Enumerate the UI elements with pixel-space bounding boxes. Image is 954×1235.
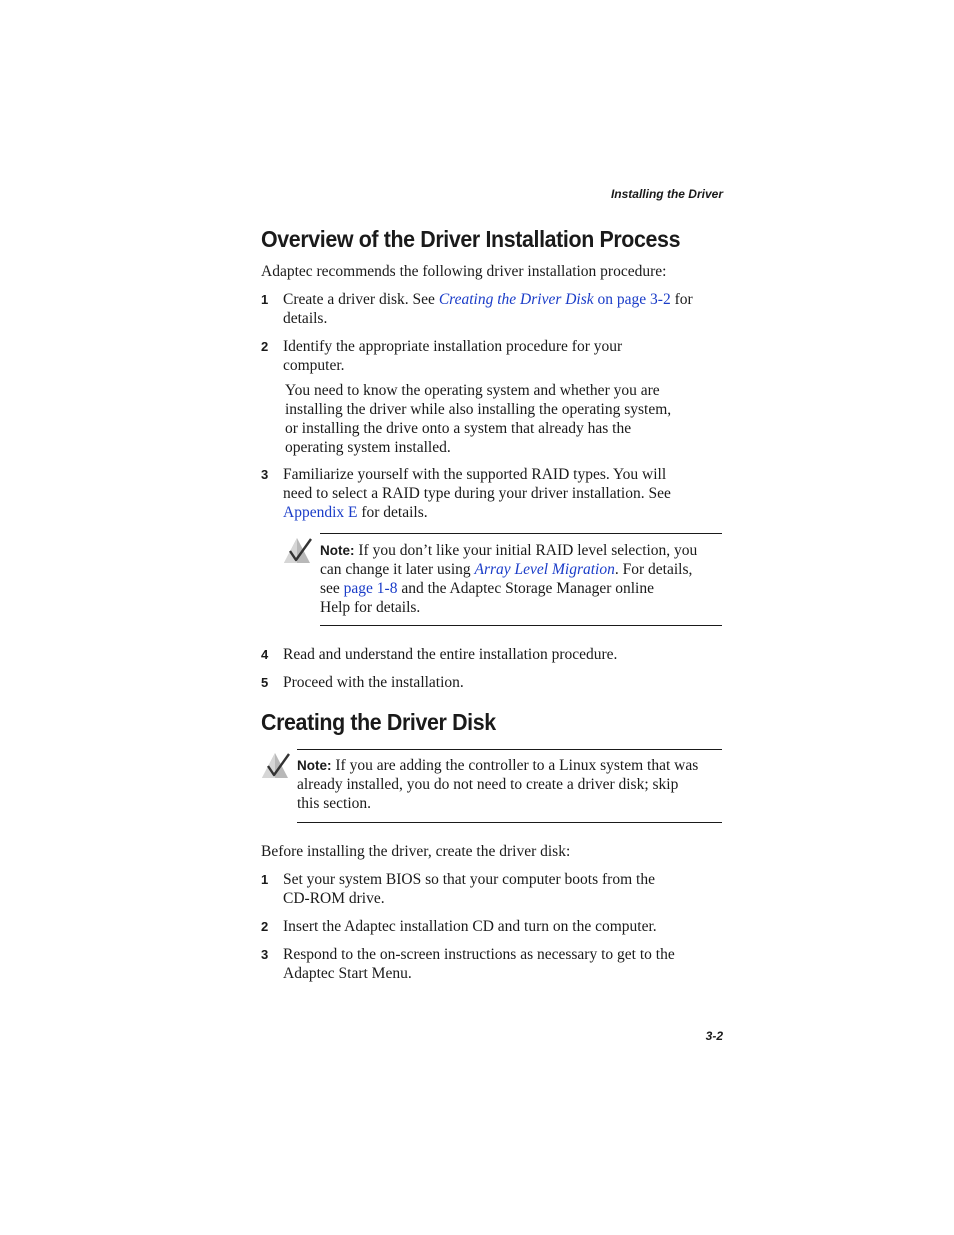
step-text: Identify the appropriate installation procedure for your computer. bbox=[283, 338, 623, 374]
step-number: 1 bbox=[261, 292, 269, 307]
note-checkmark-icon bbox=[283, 535, 313, 565]
running-head: Installing the Driver bbox=[610, 187, 723, 201]
link-appendix-e[interactable]: Appendix E bbox=[283, 504, 358, 521]
step-text: Read and understand the entire installation procedure. bbox=[283, 646, 618, 663]
note-rule-top bbox=[320, 533, 722, 534]
step-text: Respond to the on-screen instructions as necessary to get to the Adaptec Start Menu. bbox=[283, 946, 675, 982]
step-number: 3 bbox=[261, 467, 269, 482]
step-text: Insert the Adaptec installation CD and turn on the computer. bbox=[283, 918, 657, 935]
link-page-3-2[interactable]: on page 3-2 bbox=[593, 291, 671, 308]
note-label: Note: bbox=[297, 758, 332, 773]
note-rule-top bbox=[297, 749, 722, 750]
section-intro: Adaptec recommends the following driver installation procedure: bbox=[261, 263, 667, 280]
section-intro: Before installing the driver, create the driver disk: bbox=[261, 843, 571, 860]
step-number: 4 bbox=[261, 647, 269, 662]
step-number: 2 bbox=[261, 339, 269, 354]
step-number: 3 bbox=[261, 947, 269, 962]
note-label: Note: bbox=[320, 543, 355, 558]
step-text: Familiarize yourself with the supported RAID types. You will need to select a RAID type during your driver installation. See Appendix E for details. bbox=[283, 466, 671, 521]
link-page-1-8[interactable]: page 1-8 bbox=[343, 580, 398, 597]
note-body: Note: If you are adding the controller to a Linux system that was already installed, you do not need to create a driver disk; skip this section. bbox=[297, 757, 699, 812]
step-number: 1 bbox=[261, 872, 269, 887]
note-rule-bottom bbox=[297, 822, 722, 823]
note-rule-bottom bbox=[320, 625, 722, 626]
step-number: 5 bbox=[261, 675, 269, 690]
step-number: 2 bbox=[261, 919, 269, 934]
section-title-creating-driver-disk: Creating the Driver Disk bbox=[261, 709, 496, 735]
link-array-level-migration[interactable]: Array Level Migration bbox=[474, 561, 615, 578]
link-creating-driver-disk[interactable]: Creating the Driver Disk bbox=[438, 291, 594, 308]
step-text: Proceed with the installation. bbox=[283, 674, 464, 691]
step-text: Set your system BIOS so that your computer boots from the CD-ROM drive. bbox=[283, 871, 655, 907]
step-explanation: You need to know the operating system and whether you are installing the driver while also installing the operating system, or installing the drive onto a system that already has the operating system installed. bbox=[285, 382, 672, 456]
note-body: Note: If you don’t like your initial RAID level selection, you can change it later using Array Level Migration. For details, see page 1-8 and the Adaptec Storage Manager online Help for details. bbox=[320, 542, 698, 616]
note-checkmark-icon bbox=[261, 750, 291, 780]
page-number: 3-2 bbox=[705, 1029, 723, 1043]
section-title-overview: Overview of the Driver Installation Process bbox=[261, 226, 681, 252]
step-text: Create a driver disk. See Creating the Driver Disk on page 3-2 for details. bbox=[283, 291, 693, 327]
